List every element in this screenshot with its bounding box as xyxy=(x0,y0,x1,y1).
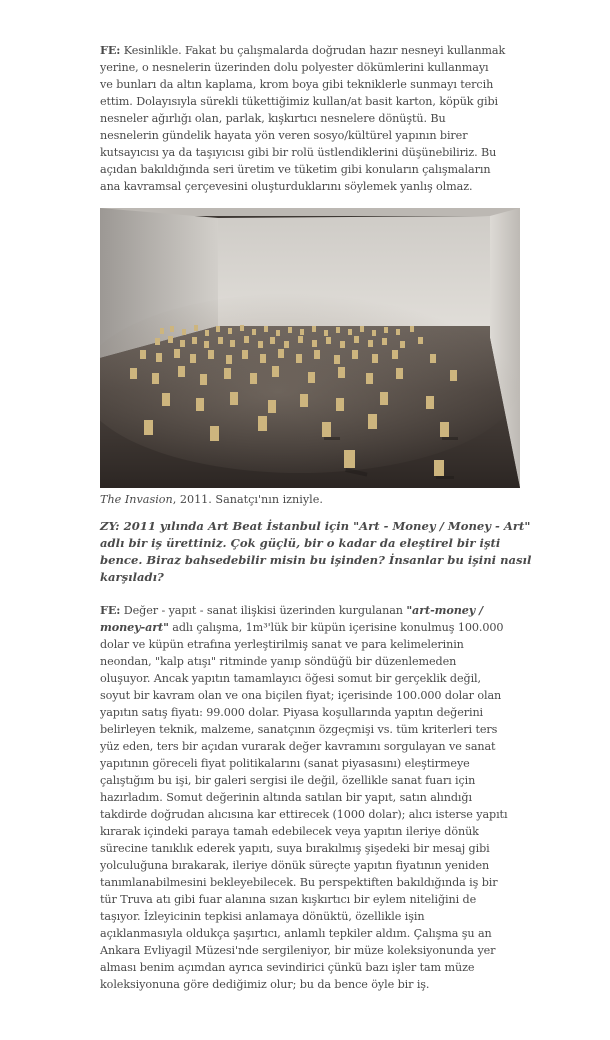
question-line: karşıladı? xyxy=(100,570,164,584)
answer-line: koleksiyonuna göre dediğimiz olur; bu da bence öyle bir iş. xyxy=(100,978,430,991)
intro-paragraph xyxy=(100,42,520,195)
question-line: ZY: 2011 yılında Art Beat İstanbul için "Art - Money / Money - Art" xyxy=(100,519,531,533)
answer-line: taşıyor. İzleyicinin tepkisi anlamaya dönüktü, özellikle işin xyxy=(100,910,425,923)
answer-line: tanımlanabilmesini bekleyebilecek. Bu perspektiften bakıldığında iş bir xyxy=(100,876,498,889)
artwork-title: "art-money / xyxy=(406,603,483,617)
question-line: bence. Biraz bahsedebilir misin bu işinden? İnsanlar bu işini nasıl xyxy=(100,553,532,567)
caption-text: , 2011. Sanatçı'nın izniyle. xyxy=(172,493,323,506)
intro-line: kutsayıcısı ya da taşıyıcısı gibi bir rolü üstlendiklerini düşünebiliriz. Bu xyxy=(100,146,497,159)
answer-line: yapıtın satış fiyatı: 99.000 dolar. Piyasa koşullarında yapıtın değerini xyxy=(100,706,484,719)
answer-line: hazırladım. Somut değerinin altında satılan bir yapıt, satın alındığı xyxy=(100,791,472,804)
installation-photo xyxy=(100,208,520,488)
answer-line: açıklanmasıyla oldukça şaşırtıcı, anlamlı tepkiler aldım. Çalışma şu an xyxy=(100,927,492,940)
answer-line: Ankara Evliyagil Müzesi'nde sergileniyor, bir müze koleksiyonunda yer xyxy=(100,944,496,957)
interview-question xyxy=(100,518,532,586)
answer-text: adlı çalışma, 1m³'lük bir küpün içerisine konulmuş 100.000 xyxy=(168,621,504,634)
answer-line: oluşuyor. Ancak yapıtın tamamlayıcı öğesi somut bir gerçeklik değil, xyxy=(100,672,481,685)
installation-photo-image xyxy=(100,208,520,488)
answer-line: alması benim açımdan ayrıca sevindirici çünkü bazı işler tam müze xyxy=(100,961,475,974)
answer-line: neondan, "kalp atışı" ritminde yanıp söndüğü bir düzenlemeden xyxy=(100,655,457,668)
answer-line: belirleyen teknik, malzeme, sanatçının özgeçmişi vs. tüm kriterleri ters xyxy=(100,723,498,736)
answer-line: çalıştığım bu işi, bir galeri sergisi ile değil, özellikle sanat fuarı için xyxy=(100,774,476,787)
intro-line: yerine, o nesnelerin üzerinden dolu polyester dökümlerini kullanmayı xyxy=(100,61,489,74)
artwork-title: money-art" xyxy=(100,620,169,634)
answer-line: yolculuğuna bırakarak, ileriye dönük süreçte yapıtın fiyatının yeniden xyxy=(100,859,490,872)
intro-line: ve bunları da altın kaplama, krom boya gibi tekniklerle sunmayı tercih xyxy=(100,78,494,91)
answer-paragraph xyxy=(100,602,520,993)
answer-line: soyut bir kavram olan ve ona biçilen fiyat; içerisinde 100.000 dolar olan xyxy=(100,689,502,702)
intro-line: ana kavramsal çerçevesini oluşturduklarını söylemek yanlış olmaz. xyxy=(100,180,473,193)
answer-line: kırarak içindeki paraya tamah edebilecek veya yapıtın ileriye dönük xyxy=(100,825,479,838)
answer-line: dolar ve küpün etrafına yerleştirilmiş sanat ve para kelimelerinin xyxy=(100,638,464,651)
question-line: adlı bir iş ürettiniz. Çok güçlü, bir o kadar da eleştirel bir işti xyxy=(100,536,501,550)
intro-line: Kesinlikle. Fakat bu çalışmalarda doğrudan hazır nesneyi kullanmak xyxy=(120,44,506,57)
intro-line: ettim. Dolayısıyla sürekli tükettiğimiz kullan/at basit karton, köpük gibi xyxy=(100,95,499,108)
intro-line: nesnelerin gündelik hayata yön veren sosyo/kültürel yapının birer xyxy=(100,129,468,142)
answer-line: takdirde doğrudan alıcısına kar ettirecek (1000 dolar); alıcı isterse yapıtı xyxy=(100,808,508,821)
answer-line: sürecine tanıklık ederek yapıtı, suya bırakılmış şişedeki bir mesaj gibi xyxy=(100,842,490,855)
intro-line: nesneler ağırlığı olan, parlak, kışkırtıcı nesnelere dönüştü. Bu xyxy=(100,112,446,125)
answer-line: yapıtının göreceli fiyat politikalarını (sanat piyasasını) eleştirmeye xyxy=(100,757,470,770)
answer-text: Değer - yapıt - sanat ilişkisi üzerinden kurgulanan xyxy=(120,604,407,617)
answer-line: tür Truva atı gibi fuar alanına sızan kışkırtıcı bir eylem niteliğini de xyxy=(100,893,477,906)
intro-speaker: FE: xyxy=(100,43,121,57)
photo-caption xyxy=(100,492,520,508)
intro-line: açıdan bakıldığında seri üretim ve tüketim gibi konuların çalışmaların xyxy=(100,163,491,176)
caption-title: The Invasion xyxy=(100,493,173,506)
answer-line: yüz eden, ters bir açıdan vurarak değer kavramını sorgulayan ve sanat xyxy=(100,740,496,753)
answer-speaker: FE: xyxy=(100,603,121,617)
